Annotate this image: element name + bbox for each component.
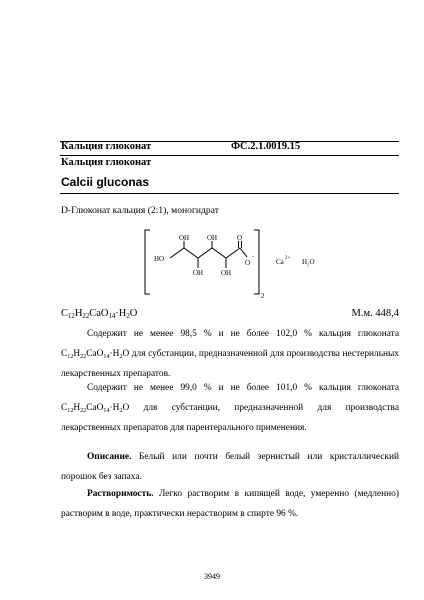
carboxyl-o-label: O bbox=[237, 234, 243, 242]
formula-line bbox=[61, 308, 399, 319]
oh-label-4: OH bbox=[221, 269, 232, 277]
bond-o-minus bbox=[240, 248, 247, 257]
header-title: Кальция глюконат bbox=[61, 141, 152, 152]
formula-inline-2: $C_{12}H_{22}CaO_{14}\cdot H_2O$ bbox=[61, 403, 130, 414]
title-ru: Кальция глюконат bbox=[61, 157, 152, 168]
calcium-label: Ca bbox=[276, 258, 284, 266]
content-paragraph-2: Содержит не менее 99,0 % и не более 101,0 % кальция глюконата $C_{12}H_{22}CaO_{14}\cdot H_2O$ для субстанции, предназначенной для производства лекарственных препаратов для парентерального применения. bbox=[61, 383, 399, 433]
formula-inline-1: $C_{12}H_{22}CaO_{14}\cdot H_2O$ bbox=[61, 349, 130, 360]
chemical-name: D-Глюконат кальция (2:1), моногидрат bbox=[61, 205, 219, 216]
carbon-chain bbox=[170, 248, 240, 258]
solubility-section: Растворимость. Легко растворим в кипящей воде, умеренно (медленно) растворим в воде, практически нерастворим в спирте 96 %. bbox=[61, 489, 399, 519]
right-bracket bbox=[254, 230, 259, 294]
molecular-formula: $C_{12}H_{22}CaO_{14}\cdot H_2O$ bbox=[61, 308, 138, 320]
bracket-subscript: 2 bbox=[261, 292, 265, 300]
calcium-charge: 2+ bbox=[285, 256, 291, 261]
minus-sign: − bbox=[251, 254, 255, 260]
water-label: H₂O bbox=[302, 258, 315, 266]
description-label: Описание. bbox=[87, 452, 132, 462]
o-minus-label: O bbox=[245, 259, 251, 267]
content-paragraph-1: Содержит не менее 98,5 % и не более 102,0 % кальция глюконата $C_{12}H_{22}CaO_{14}\cdot H_2O$ для субстанции, предназначенной для производства нестерильных лекарственных препаратов. bbox=[61, 329, 399, 379]
oh-label-3: OH bbox=[207, 234, 218, 242]
oh-label-2: OH bbox=[193, 269, 204, 277]
solubility-label: Растворимость. bbox=[87, 489, 154, 499]
title-latin: Calcii gluconas bbox=[61, 175, 150, 189]
page-number: 3949 bbox=[204, 572, 220, 581]
description-section: Описание. Белый или почти белый зернистый или кристаллический порошок без запаха. bbox=[61, 452, 399, 482]
left-bracket bbox=[145, 230, 150, 294]
oh-label-1: OH bbox=[179, 234, 190, 242]
ho-end-label: HO bbox=[154, 255, 165, 263]
header-code: ФС.2.1.0019.15 bbox=[231, 141, 301, 152]
molecular-mass: М.м. 448,4 bbox=[351, 308, 399, 319]
